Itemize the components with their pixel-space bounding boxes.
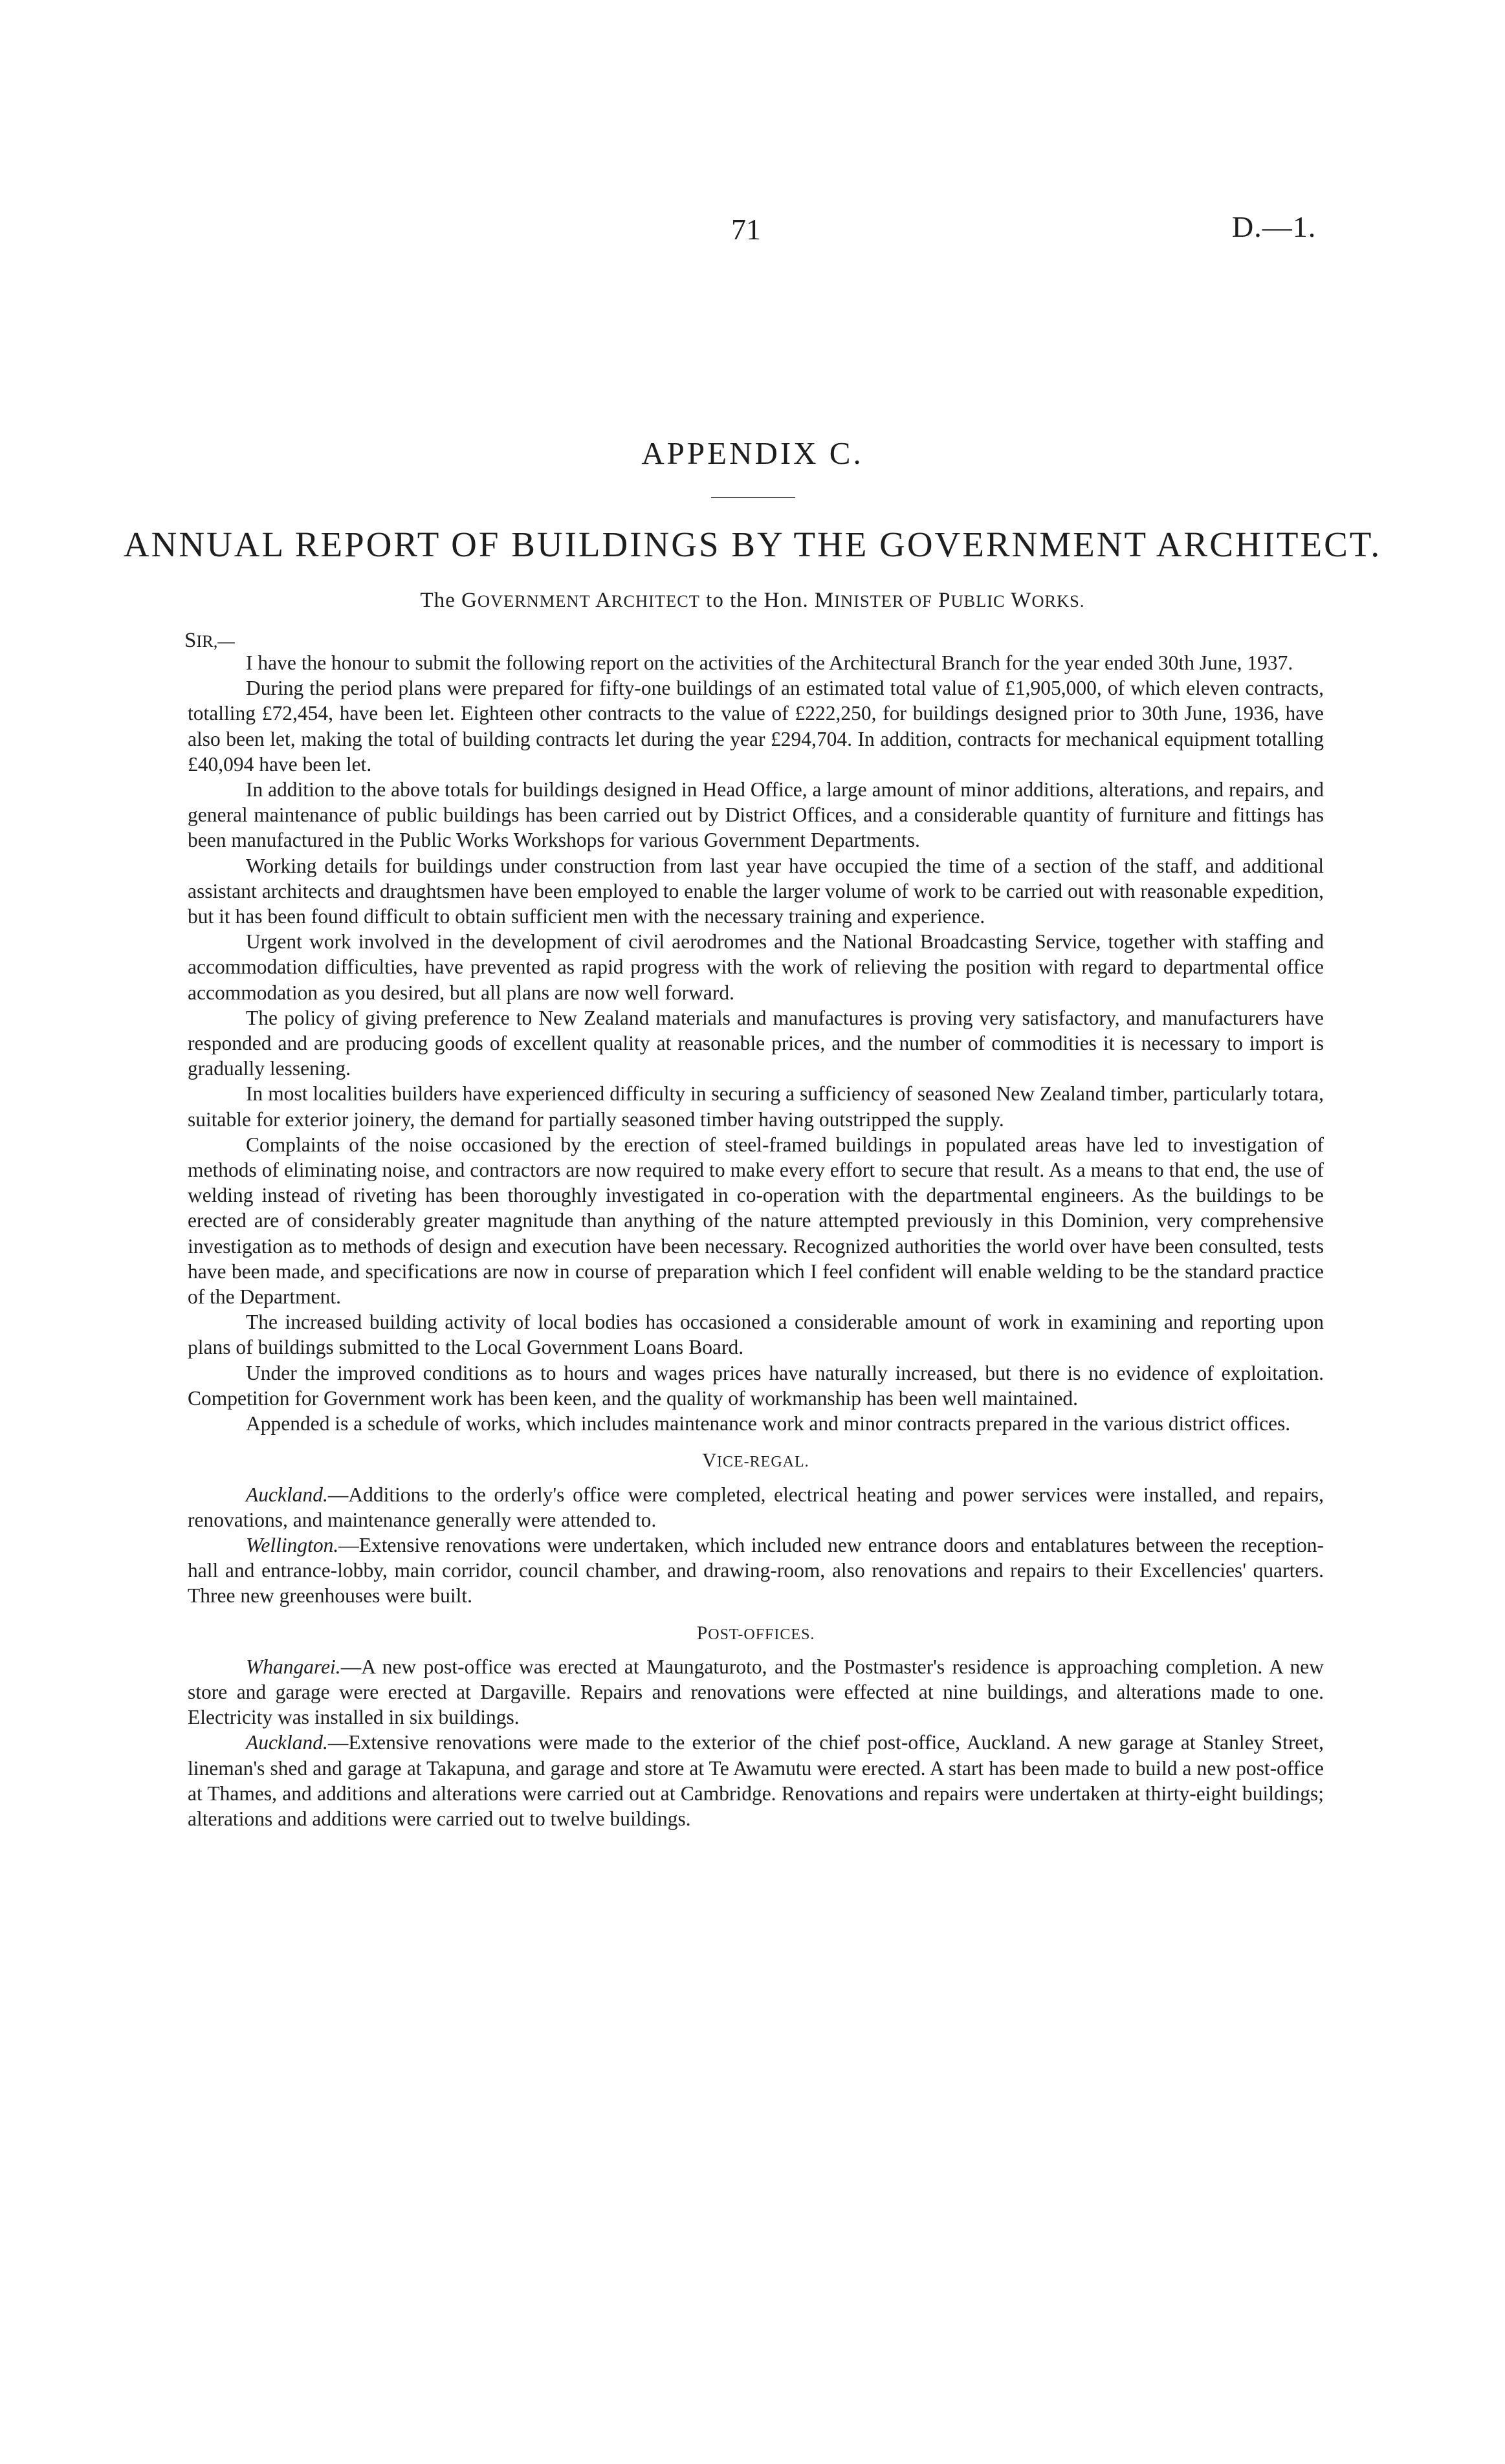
entry-vice-regal-wellington bbox=[188, 1532, 1324, 1609]
address-line bbox=[0, 589, 1505, 613]
post-offices-initial: P bbox=[696, 1622, 709, 1644]
address-from-initial: G bbox=[461, 589, 478, 612]
entry-text: —Additions to the orderly's office were completed, electrical heating and power services were installed, and repairs, renovations, and maintenance generally were attended to. bbox=[188, 1483, 1324, 1531]
entry-place: Whangarei. bbox=[246, 1655, 341, 1678]
paragraph-district-offices: In addition to the above totals for buildings designed in Head Office, a large amount of minor additions, alterations, and repairs, and general maintenance of public buildings has been carried out by District Offices, and a considerable quantity of furniture and fittings has been manufactured in the Public Works Workshops for various Government Departments. bbox=[188, 778, 1324, 852]
address-to-rest-3: ORKS. bbox=[1031, 591, 1085, 611]
address-to-initial: M bbox=[815, 589, 835, 612]
address-to-the: to the Hon. bbox=[706, 589, 809, 612]
paragraph-noise-welding: Complaints of the noise occasioned by the erection of steel-framed buildings in populated areas have led to investigation of methods of eliminating noise, and contractors are now required to make every effort to secure that result. As a means to that end, the use of welding instead of riveting has been thoroughly investigated in co-operation with the departmental engineers. As the buildings to be erected are of considerably greater magnitude than anything of the nature attempted previously in this Dominion, very comprehensive investigation as to methods of design and execution have been necessary. Recognized authorities the world over have been consulted, tests have been made, and specifications are now in course of preparation which I feel confident will enable welding to be the standard practice of the Department. bbox=[188, 1133, 1324, 1309]
salutation-initial: S bbox=[184, 629, 197, 652]
report-body bbox=[188, 650, 1324, 1831]
entry-place: Auckland. bbox=[246, 1731, 328, 1754]
paragraph-timber: In most localities builders have experienced difficulty in securing a sufficiency of seasoned New Zealand timber, particularly totara, suitable for exterior joinery, the demand for partially seasoned timber having outstripped the supply. bbox=[188, 1082, 1324, 1131]
page-number: 71 bbox=[731, 213, 761, 246]
address-from-initial-2: A bbox=[595, 589, 611, 612]
address-from-rest-2: RCHITECT bbox=[611, 591, 700, 611]
paragraph-nz-materials: The policy of giving preference to New Zealand materials and manufactures is proving very satisfactory, and manufacturers have responded and are producing goods of excellent quality at reasonable prices, and the number of commodities it is necessary to import is gradually lessening. bbox=[188, 1006, 1324, 1080]
section-heading-post-offices bbox=[188, 1620, 1324, 1648]
paragraph-urgent-work: Urgent work involved in the development of civil aerodromes and the National Broadcasting Service, together with staffing and accommodation difficulties, have prevented as rapid progress with the work of relieving the position with regard to departmental office accommodation as you desired, but all plans are now well forward. bbox=[188, 930, 1324, 1004]
paragraph-contracts: During the period plans were prepared for fifty-one buildings of an estimated total value of £1,905,000, of which eleven contracts, totalling £72,454, have been let. Eighteen other contracts to the value of £222,250, for buildings designed prior to 30th June, 1936, have also been let, making the total of building contracts let during the year £294,704. In addition, contracts for mechanical equipment totalling £40,094 have been let. bbox=[188, 677, 1324, 776]
salutation bbox=[184, 629, 235, 653]
entry-vice-regal-auckland bbox=[188, 1482, 1324, 1532]
appendix-title: APPENDIX C. bbox=[641, 435, 864, 471]
paragraph-intro: I have the honour to submit the following report on the activities of the Architectural Branch for the year ended 30th June, 1937. bbox=[246, 651, 1293, 674]
address-to-initial-2: P bbox=[938, 589, 951, 612]
entry-post-offices-auckland bbox=[188, 1730, 1324, 1831]
vice-regal-rest: ICE-REGAL. bbox=[717, 1454, 809, 1471]
report-title: ANNUAL REPORT OF BUILDINGS BY THE GOVERNMENT ARCHITECT. bbox=[123, 525, 1382, 564]
entry-text: —Extensive renovations were undertaken, which included new entrance doors and entablatures between the reception-hall and entrance-lobby, main corridor, council chamber, and drawing-room, also renovations and repairs to their Excellencies' quarters. Three new greenhouses were built. bbox=[188, 1533, 1324, 1608]
post-offices-rest: OST-OFFICES. bbox=[708, 1626, 815, 1643]
paragraph-working-details: Working details for buildings under construction from last year have occupied the time of a section of the staff, and additional assistant architects and draughtsmen have been employed to enable the larger volume of work to be carried out with reasonable expedition, but it has been found difficult to obtain sufficient men with the necessary training and experience. bbox=[188, 854, 1324, 928]
vice-regal-initial: V bbox=[702, 1450, 717, 1472]
address-the: The bbox=[420, 589, 456, 612]
salutation-rest: IR,— bbox=[196, 631, 235, 651]
address-to-initial-3: W bbox=[1011, 589, 1032, 612]
paragraph-local-bodies: The increased building activity of local bodies has occasioned a considerable amount of work in examining and reporting upon plans of buildings submitted to the Local Government Loans Board. bbox=[188, 1311, 1324, 1359]
entry-place: Auckland. bbox=[246, 1483, 328, 1506]
entry-post-offices-whangarei bbox=[188, 1654, 1324, 1730]
document-reference: D.—1. bbox=[1232, 210, 1317, 243]
address-to-rest-2: UBLIC bbox=[950, 591, 1005, 611]
address-to-rest: INISTER OF bbox=[834, 591, 932, 611]
entry-text: —A new post-office was erected at Maungaturoto, and the Postmaster's residence is approaching completion. A new store and garage were erected at Dargaville. Repairs and renovations were effected at nine buildings, and alterations made to one. Electricity was installed in six buildings. bbox=[188, 1655, 1324, 1729]
entry-text: —Extensive renovations were made to the exterior of the chief post-office, Auckland. A new garage at Stanley Street, lineman's shed and garage at Takapuna, and garage and store at Te Awamutu were erected. A start has been made to build a new post-office at Thames, and additions and alterations were carried out at Cambridge. Renovations and repairs were undertaken at thirty-eight buildings; alterations and additions were carried out to twelve buildings. bbox=[188, 1731, 1324, 1830]
section-heading-vice-regal bbox=[188, 1448, 1324, 1475]
address-from-rest: OVERNMENT bbox=[477, 591, 591, 611]
entry-place: Wellington. bbox=[246, 1533, 339, 1556]
paragraph-prices: Under the improved conditions as to hours and wages prices have naturally increased, but there is no evidence of exploitation. Competition for Government work has been keen, and the quality of workmanship has been well maintained. bbox=[188, 1361, 1324, 1410]
title-divider bbox=[711, 497, 795, 498]
paragraph-schedule: Appended is a schedule of works, which includes maintenance work and minor contracts prepared in the various district offices. bbox=[246, 1412, 1291, 1435]
